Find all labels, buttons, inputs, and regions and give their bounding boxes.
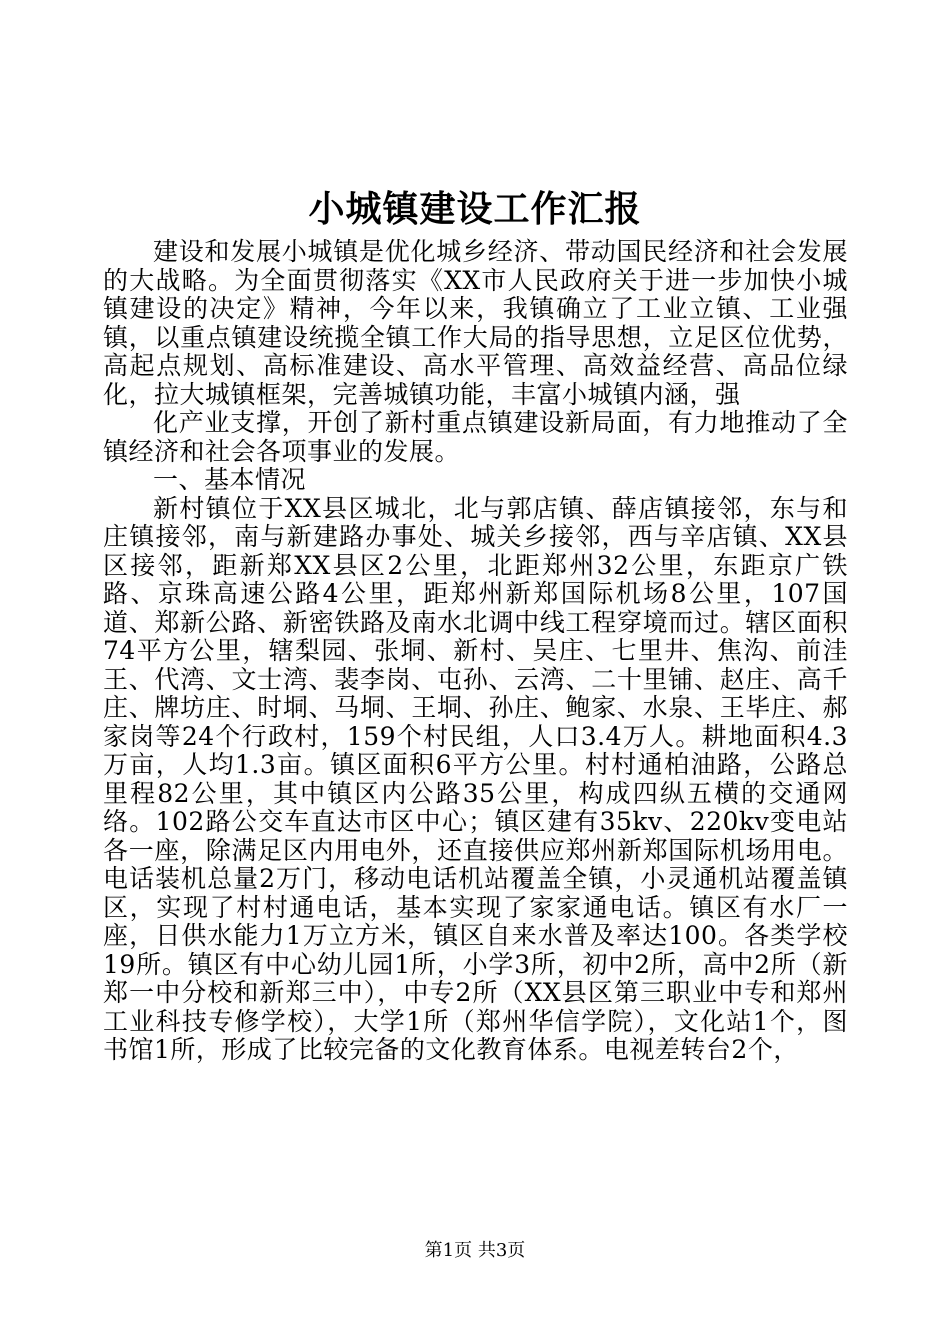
intro-paragraph: 建设和发展小城镇是优化城乡经济、带动国民经济和社会发展的大战略。为全面贯彻落实《XX市人民政府关于进一步加快小城镇建设的决定》精神，今年以来，我镇确立了工业立镇、工业强镇，以重点镇建设统揽全镇工作大局的指导思想，立足区位优势，高起点规划、高标准建设、高水平管理、高效益经营、高品位绿化，拉大城镇框架，完善城镇功能，丰富小城镇内涵，强 bbox=[103, 237, 848, 409]
section-heading-basic-situation: 一、基本情况 bbox=[153, 465, 307, 494]
intro-continuation-paragraph: 化产业支撑，开创了新村重点镇建设新局面，有力地推动了全镇经济和社会各项事业的发展。 bbox=[103, 408, 848, 466]
basic-situation-paragraph: 新村镇位于XX县区城北，北与郭店镇、薛店镇接邻，东与和庄镇接邻，南与新建路办事处、城关乡接邻，西与辛店镇、XX县区接邻，距新郑XX县区2公里，北距郑州32公里，东距京广铁路、京珠高速公路4公里，距郑州新郑国际机场8公里，107国道、郑新公路、新密铁路及南水北调中线工程穿境而过。辖区面积74平方公里，辖梨园、张垌、新村、吴庄、七里井、焦沟、前洼王、代湾、文士湾、裴李岗、屯孙、云湾、二十里铺、赵庄、高千庄、牌坊庄、时垌、马垌、王垌、孙庄、鲍家、水泉、王毕庄、郝家岗等24个行政村，159个村民组，人口3.4万人。耕地面积4.3万亩，人均1.3亩。镇区面积6平方公里。村村通柏油路，公路总里程82公里，其中镇区内公路35公里，构成四纵五横的交通网络。102路公交车直达市区中心；镇区建有35kv、220kv变电站各一座，除满足区内用电外，还直接供应郑州新郑国际机场用电。电话装机总量2万门，移动电话机站覆盖全镇，小灵通机站覆盖镇区，实现了村村通电话，基本实现了家家通电话。镇区有水厂一座，日供水能力1万立方米，镇区自来水普及率达100。各类学校19所。镇区有中心幼儿园1所，小学3所，初中2所，高中2所（新郑一中分校和新郑三中），中专2所（XX县区第三职业中专和郑州工业科技专修学校），大学1所（郑州华信学院），文化站1个，图书馆1所，形成了比较完备的文化教育体系。电视差转台2个， bbox=[103, 493, 848, 1064]
document-title: 小城镇建设工作汇报 bbox=[308, 188, 642, 230]
document-body bbox=[103, 238, 848, 1065]
page-number-footer: 第1页 共3页 bbox=[424, 1240, 526, 1261]
